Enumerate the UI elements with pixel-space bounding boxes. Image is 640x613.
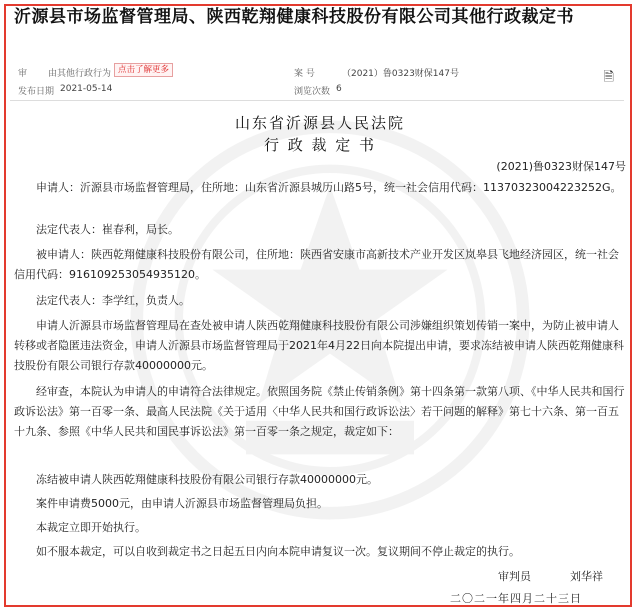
judge-label: 审判员 [498,570,531,583]
views-label: 浏览次数 [294,87,331,97]
sign-date: 二〇二一年四月二十三日 [450,592,582,605]
paragraph-appeal: 如不服本裁定，可以自收到裁定书之日起五日内向本院申请复议一次。复议期间不停止裁定的执行。 [36,545,520,558]
court-name: 山东省沂源县人民法院 [234,114,405,132]
views-value: 6 [336,84,342,94]
paragraph-applicant-rep: 法定代表人：崔春利，局长。 [36,223,179,236]
document-type: 行 政 裁 定 书 [263,136,377,154]
paragraph-fee: 案件申请费5000元，由申请人沂源县市场监督管理局负担。 [36,497,328,510]
judge-name: 刘华祥 [570,570,603,583]
document-icon[interactable]: 🗎 [603,70,614,85]
paragraph-applicant: 申请人：沂源县市场监督管理局，住所地：山东省沂源县城历山路5号，统一社会信用代码：11370323004223252G。 [36,181,622,194]
document-number: (2021)鲁0323财保147号 [496,160,626,173]
paragraph-respondent: 被申请人：陕西乾翔健康科技股份有限公司，住所地：陕西省安康市高新技术产业开发区岚皋县飞地经济园区，统一社会信用代码：916109253054935120。 [14,248,619,281]
publish-date-value: 2021-05-14 [60,84,113,94]
case-no-label: 案 号 [294,69,315,79]
trial-label: 审 [18,69,28,79]
learn-more-button[interactable]: 点击了解更多 [114,63,173,77]
page-title: 沂源县市场监督管理局、陕西乾翔健康科技股份有限公司其他行政裁定书 [14,7,574,27]
case-no-value: （2021）鲁0323财保147号 [342,69,459,79]
paragraph-respondent-rep: 法定代表人：李学红，负责人。 [36,294,190,307]
paragraph-effect: 本裁定立即开始执行。 [36,521,146,534]
paragraph-review: 经审查，本院认为申请人的申请符合法律规定。依照国务院《禁止传销条例》第十四条第一款第八项、《中华人民共和国行政诉讼法》第一百零一条、最高人民法院《关于适用〈中华人民共和国行政诉讼法〉若干问题的解释》第七十六条、第一百五十九条、参照《中华人民共和国民事诉讼法》第一百零一条之规定，裁定如下： [14,385,625,438]
case-reason: 由其他行政行为 [48,69,112,79]
paragraph-ruling: 冻结被申请人陕西乾翔健康科技股份有限公司银行存款40000000元。 [36,473,378,486]
publish-date-label: 发布日期 [18,87,55,97]
paragraph-facts: 申请人沂源县市场监督管理局在查处被申请人陕西乾翔健康科技股份有限公司涉嫌组织策划传销一案中，为防止被申请人转移或者隐匿违法资金，申请人沂源县市场监督管理局于2021年4月22日向本院提出申请，要求冻结被申请人陕西乾翔健康科技股份有限公司银行存款40000000元。 [14,319,624,372]
separator [10,100,624,101]
